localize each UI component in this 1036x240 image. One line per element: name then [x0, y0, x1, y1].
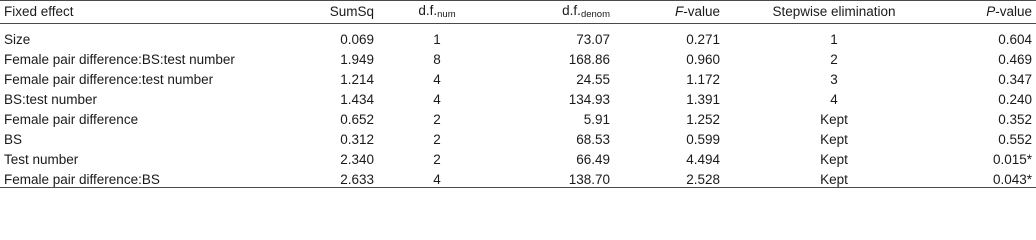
cell-df-num: 2: [433, 131, 441, 147]
header-f-value-italic: F: [674, 3, 684, 19]
header-p-value: [944, 0, 1036, 23]
cell-stepwise: Kept: [820, 131, 848, 147]
cell-p-value: 0.240: [998, 91, 1032, 107]
cell-fixed-effect: BS:test number: [4, 91, 98, 107]
cell-fixed-effect: Size: [4, 31, 31, 47]
table-bottom-rule: [0, 187, 1036, 188]
cell-df-denom: 68.53: [576, 131, 610, 147]
table-row: [0, 23, 1036, 49]
cell-p-value: 0.469: [998, 51, 1032, 67]
header-stepwise-elimination: Stepwise elimination: [724, 0, 944, 23]
cell-sumsq: 0.069: [340, 31, 374, 47]
cell-sumsq: 0.652: [340, 111, 374, 127]
cell-df-num: 4: [433, 171, 441, 187]
cell-f-value: 1.172: [686, 71, 720, 87]
header-f-value: [614, 0, 724, 23]
cell-df-num: 2: [433, 111, 441, 127]
table-row: [0, 109, 1036, 129]
header-df-num-main: d.f.: [418, 2, 438, 18]
cell-stepwise: 3: [830, 71, 838, 87]
table-row: [0, 129, 1036, 149]
header-f-value-rest: -value: [683, 3, 720, 19]
cell-df-denom: 66.49: [576, 151, 610, 167]
cell-f-value: 0.960: [686, 51, 720, 67]
cell-sumsq: 2.340: [340, 151, 374, 167]
cell-f-value: 1.252: [686, 111, 720, 127]
header-sumsq: SumSq: [280, 0, 378, 23]
header-fixed-effect: Fixed effect: [0, 0, 280, 23]
cell-f-value: 4.494: [686, 151, 720, 167]
cell-df-num: 4: [433, 71, 441, 87]
cell-stepwise: 2: [830, 51, 838, 67]
cell-df-denom: 138.70: [568, 171, 610, 187]
cell-fixed-effect: Test number: [4, 151, 79, 167]
cell-p-value: 0.352: [998, 111, 1032, 127]
header-df-num: [378, 0, 496, 23]
cell-sumsq: 1.949: [340, 51, 374, 67]
cell-df-denom: 24.55: [576, 71, 610, 87]
cell-df-denom: 73.07: [576, 31, 610, 47]
cell-df-num: 8: [433, 51, 441, 67]
header-df-denom-main: d.f.: [562, 2, 581, 18]
table-header-row: [0, 0, 1036, 23]
table-row: [0, 69, 1036, 89]
cell-fixed-effect: BS: [4, 131, 23, 147]
cell-p-value: 0.015*: [992, 151, 1032, 167]
header-df-denom-sub: denom: [580, 8, 610, 20]
table-row: [0, 89, 1036, 109]
table-row: [0, 49, 1036, 69]
cell-p-value: 0.552: [998, 131, 1032, 147]
cell-p-value: 0.604: [998, 31, 1032, 47]
cell-stepwise: Kept: [820, 111, 848, 127]
cell-fixed-effect: Female pair difference:BS:test number: [4, 51, 235, 67]
cell-stepwise: 1: [830, 31, 838, 47]
cell-p-value: 0.043*: [992, 171, 1032, 187]
cell-sumsq: 1.434: [340, 91, 374, 107]
header-p-value-rest: -value: [995, 3, 1032, 19]
cell-sumsq: 1.214: [340, 71, 374, 87]
cell-df-num: 1: [433, 31, 441, 47]
cell-f-value: 0.271: [686, 31, 720, 47]
table-row: [0, 169, 1036, 189]
header-df-denom: [496, 0, 614, 23]
cell-stepwise: Kept: [820, 171, 848, 187]
cell-df-denom: 168.86: [568, 51, 610, 67]
cell-f-value: 2.528: [686, 171, 720, 187]
cell-f-value: 0.599: [686, 131, 720, 147]
header-df-num-sub: num: [437, 8, 456, 20]
table-row: [0, 149, 1036, 169]
cell-fixed-effect: Female pair difference: [4, 111, 139, 127]
cell-df-num: 4: [433, 91, 441, 107]
cell-stepwise: Kept: [820, 151, 848, 167]
cell-df-denom: 134.93: [568, 91, 610, 107]
cell-sumsq: 0.312: [340, 131, 374, 147]
cell-df-denom: 5.91: [583, 111, 610, 127]
cell-fixed-effect: Female pair difference:test number: [4, 71, 214, 87]
cell-f-value: 1.391: [686, 91, 720, 107]
cell-p-value: 0.347: [998, 71, 1032, 87]
cell-sumsq: 2.633: [340, 171, 374, 187]
cell-fixed-effect: Female pair difference:BS: [4, 171, 160, 187]
cell-stepwise: 4: [830, 91, 838, 107]
cell-df-num: 2: [433, 151, 441, 167]
header-p-value-italic: P: [986, 3, 996, 19]
